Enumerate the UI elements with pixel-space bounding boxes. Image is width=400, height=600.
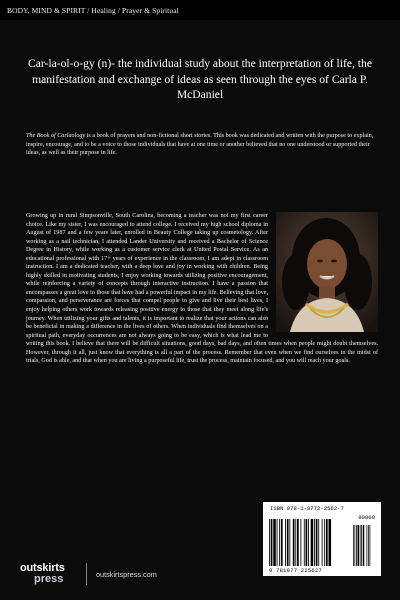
book-title: The Book of Carlaology	[26, 133, 86, 139]
author-photo	[276, 212, 378, 332]
price-code: 90000	[358, 514, 375, 521]
publisher-logo-sub: press	[34, 573, 64, 585]
author-bio	[26, 212, 378, 366]
barcode-bars	[269, 513, 379, 568]
category-label: BODY, MIND & SPIRIT / Healing / Prayer & Spiritual	[7, 6, 179, 15]
publisher-url: outskirtspress.com	[96, 570, 157, 579]
isbn-label: ISBN 978-1-9772-2562-7	[270, 505, 344, 512]
publisher-logo	[20, 563, 86, 584]
category-bar	[0, 0, 400, 20]
logo-divider	[86, 563, 87, 585]
publisher-logo-main: outskirts	[20, 562, 65, 574]
author-portrait-image	[276, 212, 378, 332]
intro-paragraph	[26, 132, 378, 158]
definition-heading: Car-la-ol-o-gy (n)- the individual study about the interpretation of life, the manifestation and exchange of ideas as seen through the eyes of Carla P. McDaniel	[28, 57, 372, 102]
barcode-digits: 9 781977 225627	[269, 568, 323, 574]
intro-text: is a book of prayers and non-fictional short stories. This book was dedicated and written with the purpose to explain, inspire, encourage, and to be a voice to those individuals that have at one time or another believed that no one understood or supported their ideas, as well as their purpose in life.	[26, 133, 374, 157]
author-bio-text: Growing up in rural Simpsonville, South Carolina, becoming a teacher was not my first career choice. Like my sister, I was encouraged to attend college. I received my high school diploma in August of 1987 and a few years later, enrolled in Beauty College taking up cosmetology. After working as a nail technician, I attended Lander University and received a Bachelor of Science Degree in History, while working as a customer service clerk at United Postal Service. As an educational professional with 17+ years of experience in the classroom, I am adept in classroom instruction. I am a dedicated teacher, with a deep love and joy in working with children. Being highly skilled in motivating students, I enjoy working towards utilizing positive encouragement, while reinforcing a variety of concepts through interactive instruction. I have a passion that encompasses a great love to those that have had a powerful impact in my life. Believing that love, compassion, and perseverance are forces that compel people to give and live their best lives, I enjoy helping others work towards releasing positive energy to those that they meet along life's journey. When utilizing your gifts and talents, it is important to realize that your actions can also be beneficial in making a difference in the lives of others. When individuals find themselves on a spiritual path, everyday occurrences are not always going to be easy, which is what lead me to writing this book. I believe that there will be difficult situations, good days, bad days, and often times when people might doubt themselves. However, through it all, just know that everything is all a part of the process. Remember that even when we find ourselves in the midst of trials, God is able, and that when you are living a purposeful life, trust the process, maintain focused, and you will reach your goals.	[26, 213, 378, 365]
barcode	[263, 502, 381, 576]
